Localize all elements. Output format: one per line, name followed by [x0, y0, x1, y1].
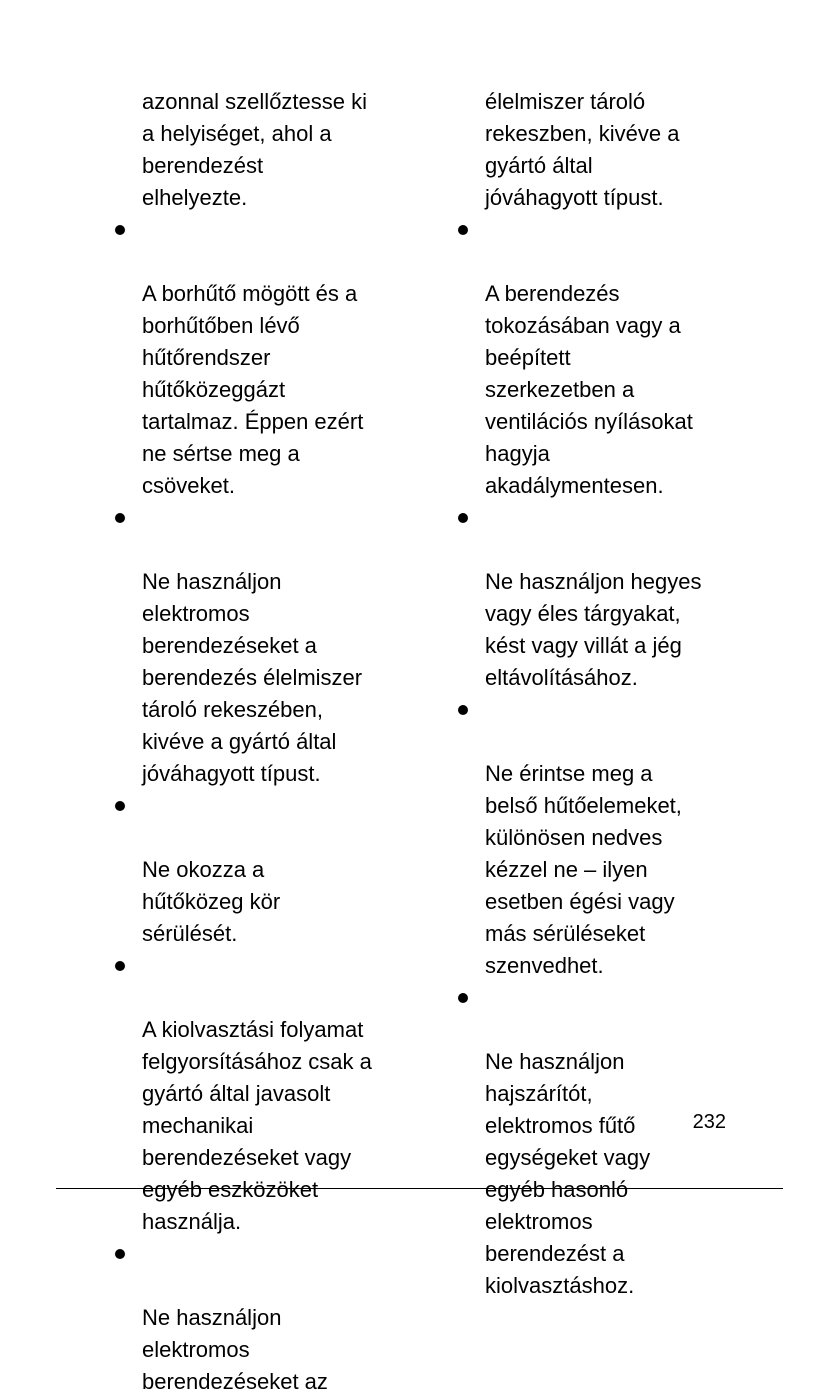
bullet-icon: [115, 801, 125, 811]
continuation-text: élelmiszer tároló rekeszben, kivéve a gyártó által jóváhagyott típust.: [485, 89, 680, 210]
bullet-icon: [115, 225, 125, 235]
bullet-list: [112, 214, 402, 1398]
bullet-text: Ne használjon elektromos berendezéseket a berendezés élelmiszer tároló rekeszében, kivéve a gyártó által jóváhagyott típust.: [142, 569, 363, 786]
bullet-icon: [115, 961, 125, 971]
list-item: [455, 214, 745, 502]
bullet-icon: [458, 513, 468, 523]
list-item: [112, 502, 402, 790]
bullet-icon: [115, 1249, 125, 1259]
list-item: [112, 214, 402, 502]
list-item: [112, 1238, 402, 1398]
left-column: [112, 86, 402, 1398]
list-item: [455, 502, 745, 694]
bullet-text: A borhűtő mögött és a borhűtőben lévő hűtőrendszer hűtőközeggázt tartalmaz. Éppen ezért ne sértse meg a csöveket.: [142, 281, 364, 498]
bullet-icon: [458, 993, 468, 1003]
footer-divider: [56, 1188, 783, 1189]
bullet-text: Ne okozza a hűtőközeg kör sérülését.: [142, 857, 281, 946]
list-item: [112, 950, 402, 1238]
bullet-text: Ne használjon elektromos berendezéseket az: [142, 1305, 328, 1394]
page-number: 232: [692, 1111, 726, 1133]
bullet-icon: [458, 225, 468, 235]
bullet-text: A kiolvasztási folyamat felgyorsításához csak a gyártó által javasolt mechanikai berendezéseket vagy egyéb eszközöket használja.: [142, 1017, 372, 1234]
list-item: [455, 694, 745, 982]
bullet-text: A berendezés tokozásában vagy a beépített szerkezetben a ventilációs nyílásokat hagyja akadálymentesen.: [485, 281, 693, 498]
bullet-text: Ne érintse meg a belső hűtőelemeket, különösen nedves kézzel ne – ilyen esetben égési vagy más sérüléseket szenvedhet.: [485, 761, 682, 978]
list-item: [455, 982, 745, 1302]
bullet-list: [455, 214, 745, 1302]
list-item: [112, 790, 402, 950]
bullet-text: Ne használjon hajszárítót, elektromos fűtő egységeket vagy egyéb hasonló elektromos berendezést a kiolvasztáshoz.: [485, 1049, 651, 1298]
bullet-icon: [458, 705, 468, 715]
bullet-text: Ne használjon hegyes vagy éles tárgyakat, kést vagy villát a jég eltávolításához.: [485, 569, 702, 690]
continuation-text: azonnal szellőztesse ki a helyiséget, ahol a berendezést elhelyezte.: [142, 89, 368, 210]
bullet-icon: [115, 513, 125, 523]
